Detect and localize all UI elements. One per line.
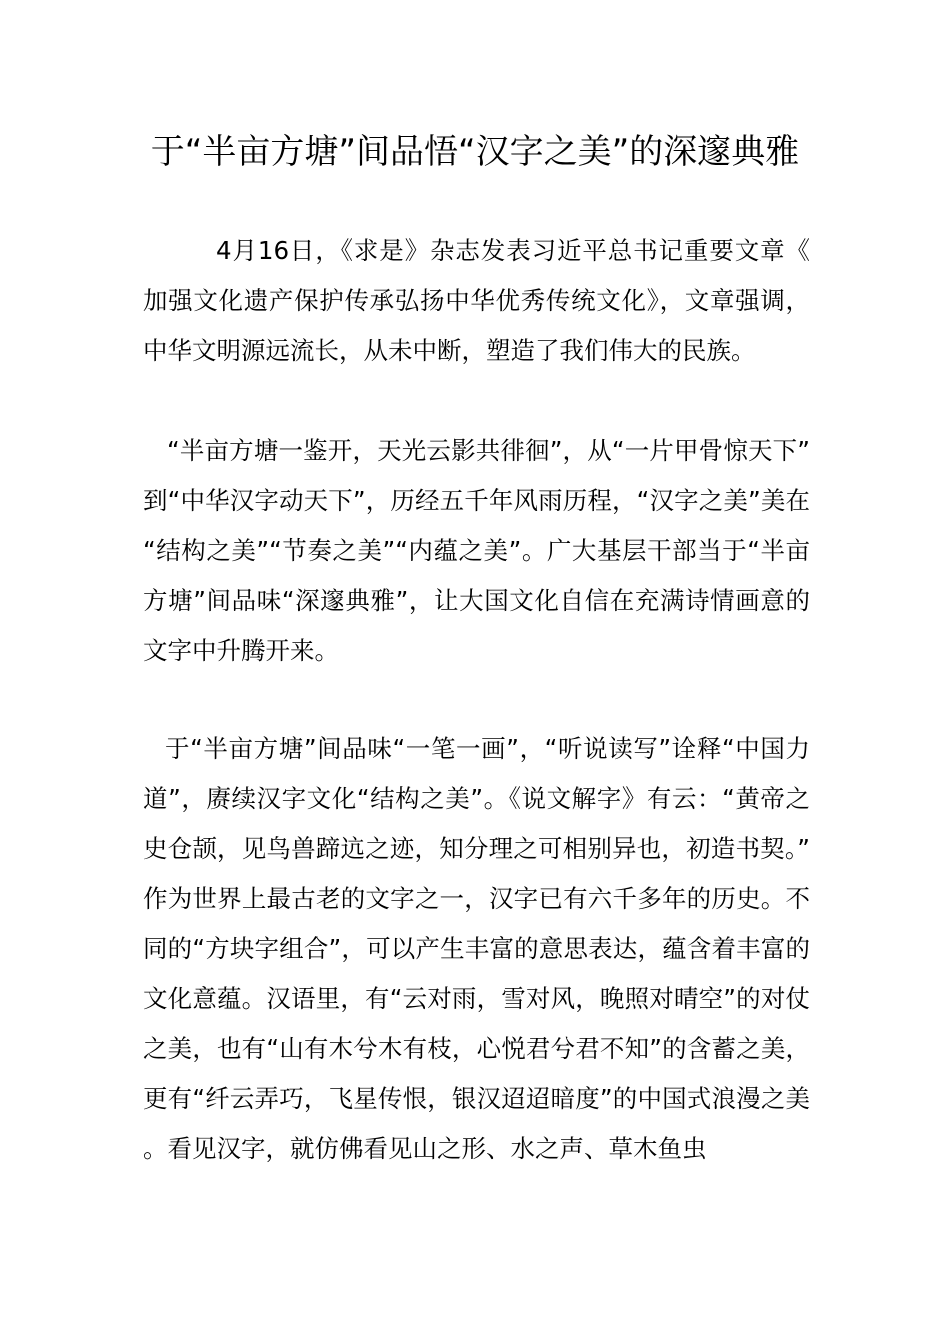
paragraph-poem-quote: “半亩方塘一鉴开，天光云影共徘徊”，从“一片甲骨惊天下”到“中华汉字动天下”，历经五千年风雨历程，“汉字之美”美在“结构之美”“节奏之美”“内蕴之美”。广大基层干部当于“半亩方塘”间品味“深邃典雅”，让大国文化自信在充满诗情画意的文字中升腾开来。: [143, 436, 810, 665]
document-title: 于“半亩方塘”间品悟“汉字之美”的深邃典雅: [150, 132, 800, 172]
paragraph-structure-beauty: 于“半亩方塘”间品味“一笔一画”，“听说读写”诠释“中国力道”，赓续汉字文化“结构之美”。《说文解字》有云：“黄帝之史仓颉，见鸟兽蹄迒之迹，知分理之可相别异也，初造书契。”作为世界上最古老的文字之一，汉字已有六千多年的历史。不同的“方块字组合”，可以产生丰富的意思表达，蕴含着丰富的文化意蕴。汉语里，有“云对雨，雪对风，晚照对晴空”的对仗之美，也有“山有木兮木有枝，心悦君兮君不知”的含蓄之美，更有“纤云弄巧，飞星传恨，银汉迢迢暗度”的中国式浪漫之美。看见汉字，就仿佛看见山之形、水之声、草木鱼虫: [143, 734, 810, 1163]
paragraph-intro: 4月16日，《求是》杂志发表习近平总书记重要文章《加强文化遗产保护传承弘扬中华优秀传统文化》，文章强调，中华文明源远流长，从未中断，塑造了我们伟大的民族。: [143, 236, 810, 365]
